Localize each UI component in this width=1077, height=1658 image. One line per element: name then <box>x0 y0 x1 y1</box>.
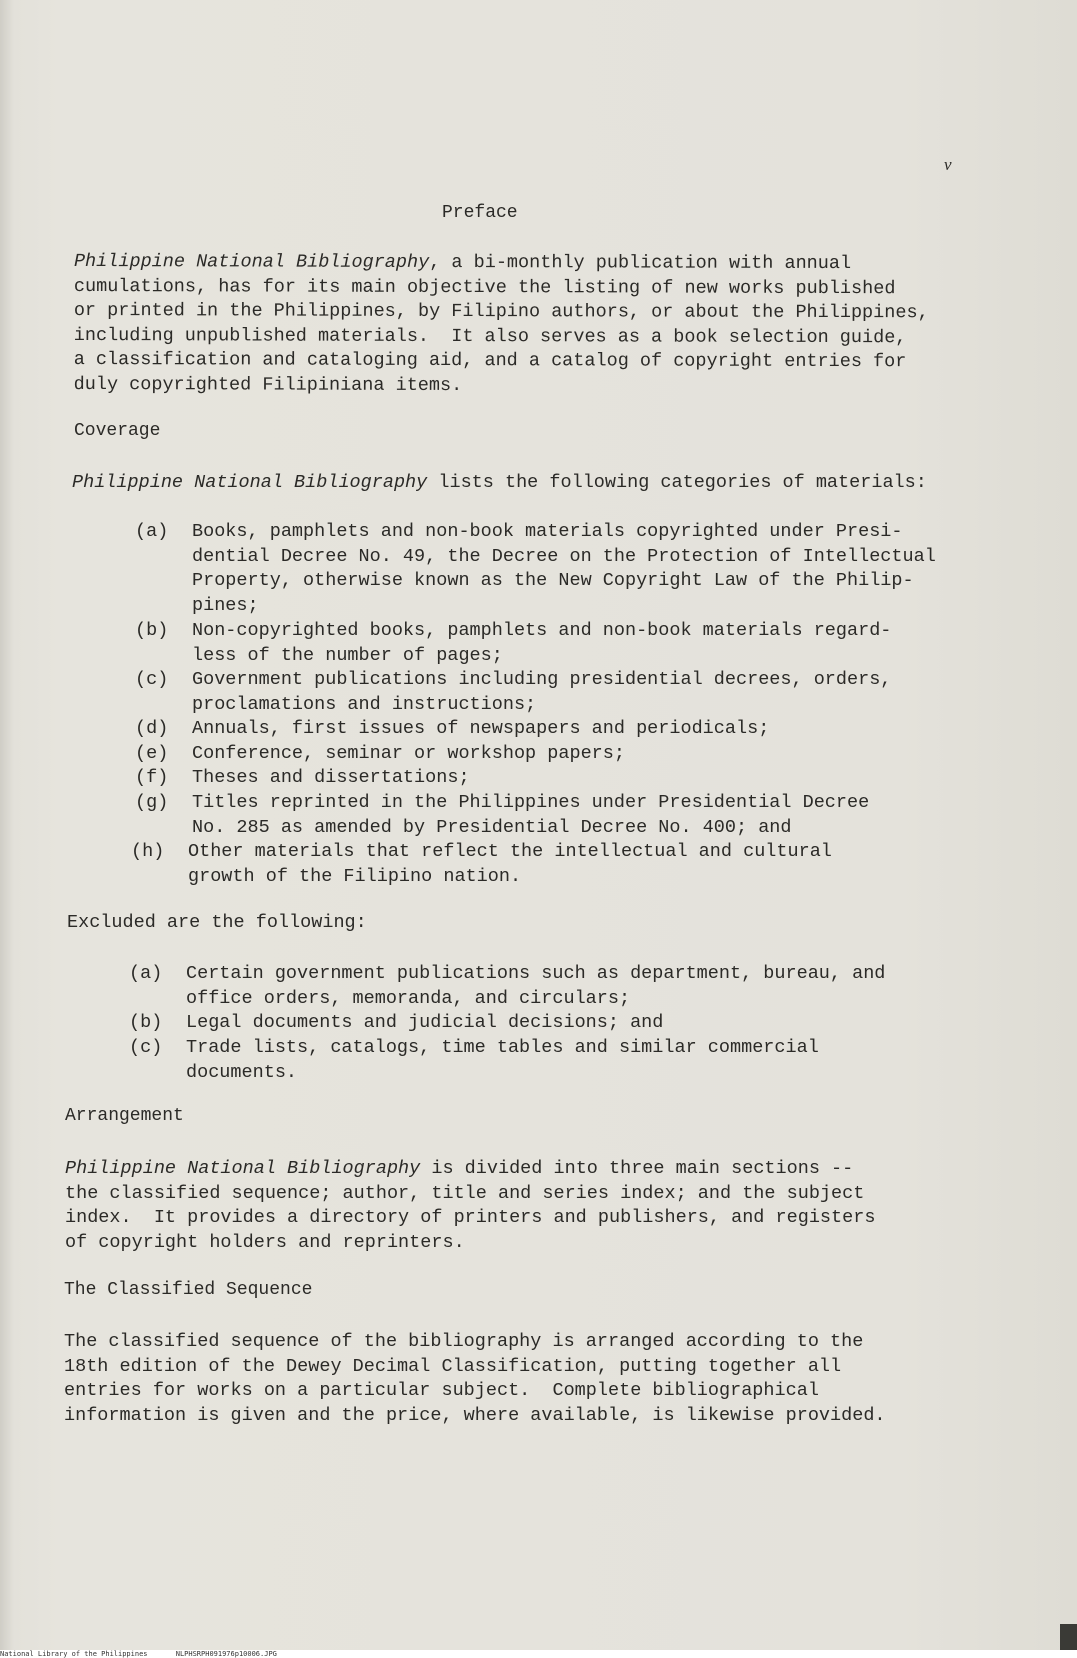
arrangement-line-2: the classified sequence; author, title and series index; and the subject <box>65 1182 865 1204</box>
classified-heading: The Classified Sequence <box>64 1280 313 1300</box>
coverage-item-text: Annuals, first issues of newspapers and periodicals; <box>192 718 770 739</box>
scan-footer <box>0 1650 1077 1658</box>
coverage-item-label: (a) <box>135 521 169 542</box>
intro-line-4: including unpublished materials. It also serves as a book selection guide, <box>73 324 907 348</box>
coverage-item-label: (h) <box>131 841 165 862</box>
coverage-item-text: Books, pamphlets and non-book materials copyrighted under Presi- dential Decree No. 49, the Decree on the Protection of Intellectual Property, otherwise known as the New Copyright Law of the Philip- pines; <box>192 521 936 616</box>
coverage-item-text: Theses and dissertations; <box>192 767 470 788</box>
arrangement-line-4: of copyright holders and reprinters. <box>65 1231 465 1253</box>
coverage-item-text: Other materials that reflect the intellectual and cultural growth of the Filipino nation. <box>188 841 832 887</box>
coverage-title-italic: Philippine National Bibliography <box>72 472 428 493</box>
intro-title-italic: Philippine National Bibliography <box>73 251 430 273</box>
coverage-item-text: Conference, seminar or workshop papers; <box>192 743 625 764</box>
arrangement-title-italic: Philippine National Bibliography <box>65 1158 421 1179</box>
coverage-item-text: Government publications including presidential decrees, orders, proclamations and instructions; <box>192 669 892 715</box>
arrangement-paragraph <box>65 1157 875 1255</box>
coverage-item-label: (e) <box>135 743 169 764</box>
intro-line-2: cumulations, has for its main objective the listing of new works published <box>73 275 896 299</box>
intro-line-6: duly copyrighted Filipiniana items. <box>73 373 463 396</box>
excluded-item-text: Trade lists, catalogs, time tables and similar commercial documents. <box>186 1037 819 1083</box>
excluded-item-text: Legal documents and judicial decisions; and <box>186 1012 664 1033</box>
coverage-item-label: (f) <box>135 767 169 788</box>
footer-library: National Library of the Philippines <box>0 1650 148 1658</box>
coverage-item-label: (d) <box>135 718 169 739</box>
arrangement-line-1: is divided into three main sections -- <box>420 1158 854 1179</box>
intro-line-3: or printed in the Philippines, by Filipino authors, or about the Philippines, <box>73 299 929 324</box>
coverage-item-label: (b) <box>135 620 169 641</box>
intro-paragraph <box>74 250 929 399</box>
coverage-heading: Coverage <box>74 421 161 441</box>
coverage-lead-rest: lists the following categories of materials: <box>427 472 927 493</box>
footer-file: NLPHSRPH091976p10006.JPG <box>175 1650 277 1658</box>
page-number: v <box>944 155 952 174</box>
excluded-item-label: (b) <box>129 1012 163 1033</box>
coverage-item-text: Titles reprinted in the Philippines under Presidential Decree No. 285 as amended by Presidential Decree No. 400; and <box>192 792 870 838</box>
coverage-item-label: (c) <box>135 669 169 690</box>
excluded-item-label: (a) <box>129 963 163 984</box>
coverage-item-text: Non-copyrighted books, pamphlets and non-book materials regard- less of the number of pages; <box>192 620 892 666</box>
excluded-lead: Excluded are the following: <box>67 912 367 933</box>
page-edge-shadow <box>1060 1624 1077 1650</box>
intro-line-1: , a bi-monthly publication with annual <box>429 251 852 275</box>
coverage-item-label: (g) <box>135 792 169 813</box>
arrangement-heading: Arrangement <box>65 1106 184 1126</box>
arrangement-line-3: index. It provides a directory of printers and publishers, and registers <box>65 1207 876 1228</box>
classified-paragraph: The classified sequence of the bibliography is arranged according to the 18th edition of the Dewey Decimal Classification, putting together all entries for works on a particular subject. Complete bibliographical information is given and the price, where available, is likewise provided. <box>64 1331 886 1426</box>
page-title: Preface <box>442 203 518 223</box>
intro-line-5: a classification and cataloging aid, and a catalog of copyright entries for <box>73 348 907 373</box>
excluded-item-label: (c) <box>129 1037 163 1058</box>
coverage-lead <box>72 471 927 496</box>
excluded-item-text: Certain government publications such as department, bureau, and office orders, memoranda, and circulars; <box>186 963 886 1009</box>
